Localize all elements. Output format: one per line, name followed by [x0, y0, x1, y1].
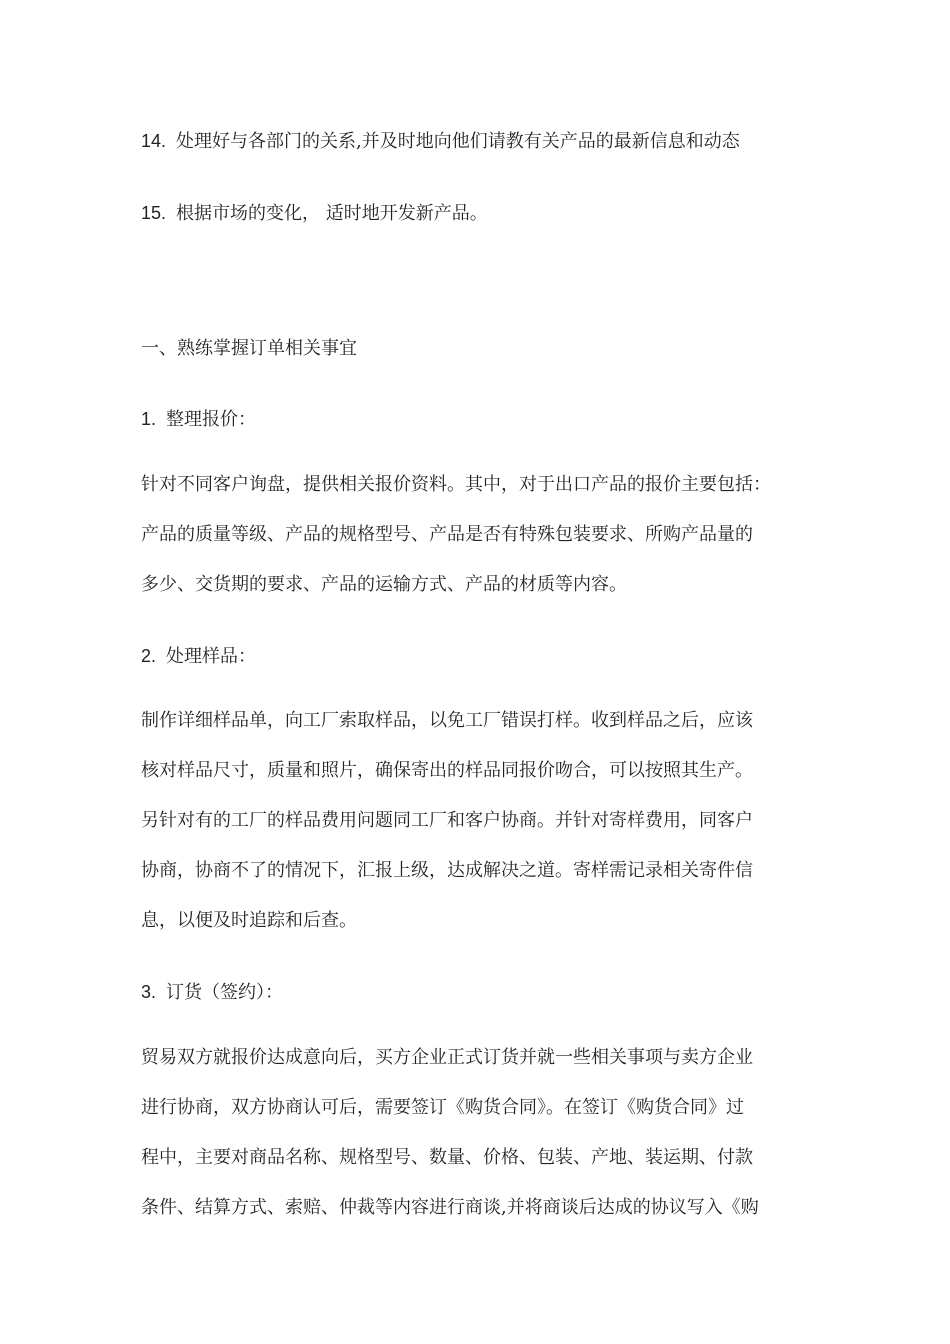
paragraph-line: 程中，主要对商品名称、规格型号、数量、价格、包装、产地、装运期、付款 [141, 1147, 753, 1168]
item-text: 处理好与各部门的关系,并及时地向他们请教有关产品的最新信息和动态 [176, 131, 740, 152]
subheading-quote [141, 407, 256, 432]
section-heading: 一、熟练掌握订单相关事宜 [141, 338, 357, 359]
paragraph-line: 息，以便及时追踪和后查。 [141, 910, 357, 931]
paragraph-line: 贸易双方就报价达成意向后，买方企业正式订货并就一些相关事项与卖方企业 [141, 1047, 753, 1068]
paragraph-line: 条件、结算方式、索赔、仲裁等内容进行商谈,并将商谈后达成的协议写入《购 [141, 1197, 759, 1218]
subheading-number: 3. [141, 982, 157, 1002]
paragraph-line: 核对样品尺寸，质量和照片，确保寄出的样品同报价吻合，可以按照其生产。 [141, 760, 753, 781]
item-text: 根据市场的变化， 适时地开发新产品。 [176, 203, 488, 224]
paragraph-line: 多少、交货期的要求、产品的运输方式、产品的材质等内容。 [141, 574, 627, 595]
item-number: 15. [141, 203, 167, 223]
subheading-title: 整理报价： [166, 409, 257, 430]
subheading-order [141, 980, 283, 1005]
subheading-samples [141, 644, 256, 669]
list-item-15 [141, 201, 488, 226]
paragraph-line: 进行协商，双方协商认可后，需要签订《购货合同》。在签订《购货合同》过 [141, 1097, 744, 1118]
paragraph-line: 协商，协商不了的情况下，汇报上级，达成解决之道。寄样需记录相关寄件信 [141, 860, 753, 881]
subheading-title: 订货（签约）： [166, 982, 284, 1003]
subheading-number: 2. [141, 646, 157, 666]
item-number: 14. [141, 131, 167, 151]
subheading-title: 处理样品： [166, 646, 257, 667]
subheading-number: 1. [141, 409, 157, 429]
paragraph-line: 另针对有的工厂的样品费用问题同工厂和客户协商。并针对寄样费用，同客户 [141, 810, 753, 831]
paragraph-line: 产品的质量等级、产品的规格型号、产品是否有特殊包装要求、所购产品量的 [141, 524, 753, 545]
list-item-14 [141, 129, 740, 154]
paragraph-line: 针对不同客户询盘，提供相关报价资料。其中，对于出口产品的报价主要包括： [141, 474, 771, 495]
paragraph-line: 制作详细样品单，向工厂索取样品，以免工厂错误打样。收到样品之后，应该 [141, 710, 753, 731]
